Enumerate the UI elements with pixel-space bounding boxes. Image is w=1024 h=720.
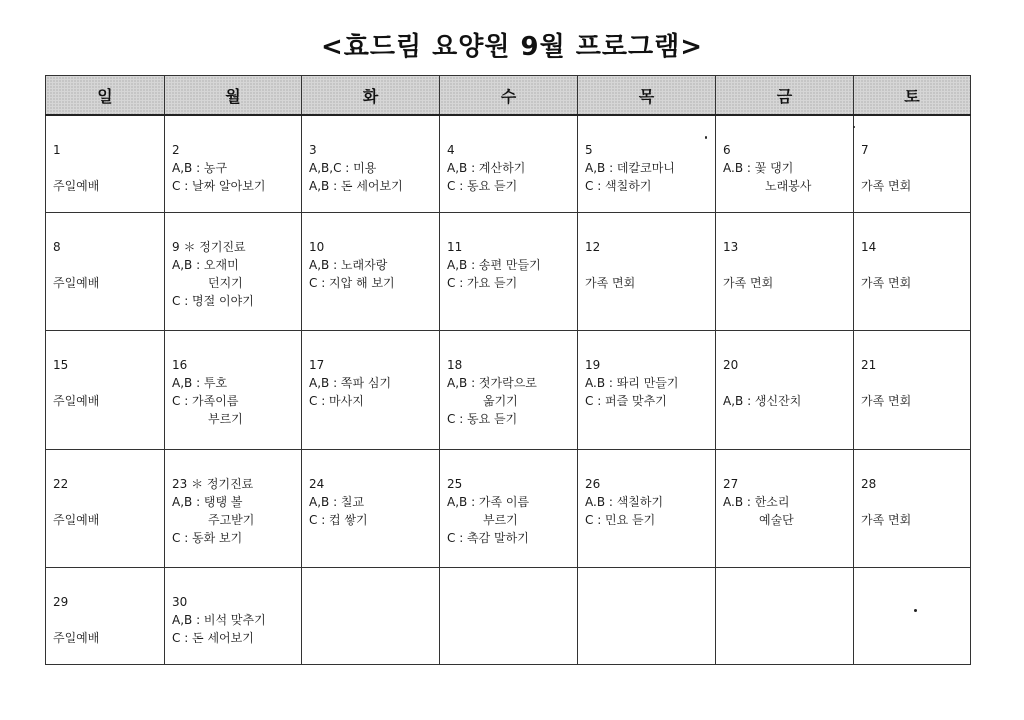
- day-number: 13: [723, 240, 739, 255]
- day-cell: [578, 213, 716, 331]
- week-row: [46, 567, 971, 664]
- day-cell: [440, 449, 578, 567]
- day-cell: [165, 449, 302, 567]
- day-number: 18: [447, 358, 463, 373]
- day-cell: [716, 331, 854, 449]
- page-title: <효드림 요양원 9월 프로그램>: [320, 32, 704, 62]
- day-cell: [46, 449, 165, 567]
- scan-speck: [914, 609, 917, 612]
- program-line: C : 가요 듣기: [447, 276, 518, 291]
- week-row: [46, 213, 971, 331]
- program-line: A,B : 쪽파 심기: [309, 376, 392, 391]
- day-cell: [578, 567, 716, 664]
- day-cell: [46, 115, 165, 213]
- weekday-header-sun: 일: [46, 76, 165, 116]
- day-cell: [716, 115, 854, 213]
- program-line: 주일예배: [53, 276, 100, 291]
- day-cell: [440, 213, 578, 331]
- weekday-header-fri: 금: [716, 76, 854, 116]
- day-number: 7: [861, 143, 869, 157]
- day-number: 24: [309, 476, 325, 491]
- program-line: C : 동요 듣기: [447, 412, 518, 427]
- day-cell: [854, 213, 971, 331]
- day-cell: [46, 213, 165, 331]
- day-cell: [716, 449, 854, 567]
- day-number: 25: [447, 476, 463, 491]
- weekday-header-row: [46, 76, 971, 116]
- day-cell: [302, 567, 440, 664]
- program-line: C : 명절 이야기: [172, 294, 254, 309]
- program-line: A,B : 탱탱 볼: [172, 494, 243, 509]
- day-cell: [854, 115, 971, 213]
- program-line: 부르기: [208, 412, 243, 427]
- day-cell: [716, 213, 854, 331]
- program-line: 주고받기: [208, 512, 255, 527]
- program-line: 주일예배: [53, 394, 100, 409]
- day-cell: [46, 331, 165, 449]
- day-number: 16: [172, 358, 188, 373]
- weekday-header-tue: 화: [302, 76, 440, 116]
- day-number: 3: [309, 143, 317, 157]
- day-number: 19: [585, 358, 601, 373]
- weekday-header-sat: 토: [854, 76, 971, 116]
- day-number: 2: [172, 143, 180, 157]
- program-line: C : 민요 듣기: [585, 512, 656, 527]
- program-line: C : 퍼즐 맞추기: [585, 394, 667, 409]
- program-line: A.B : 똬리 만들기: [585, 376, 679, 391]
- day-cell: [302, 115, 440, 213]
- day-cell: [440, 331, 578, 449]
- program-line: A,B : 송편 만들기: [447, 258, 541, 273]
- program-line: 주일예배: [53, 630, 100, 645]
- day-number: 22: [53, 476, 69, 491]
- day-cell: [716, 567, 854, 664]
- program-line: 부르기: [483, 512, 518, 527]
- program-line: A,B : 계산하기: [447, 161, 526, 175]
- program-line: 주일예배: [53, 179, 100, 193]
- day-cell: [578, 331, 716, 449]
- day-number: 20: [723, 358, 739, 373]
- day-cell: [302, 331, 440, 449]
- day-cell: [165, 213, 302, 331]
- program-line: C : 마사지: [309, 394, 364, 409]
- day-cell: [165, 115, 302, 213]
- day-number: 11: [447, 240, 463, 255]
- program-line: A,B : 농구: [172, 161, 228, 175]
- program-line: A,B : 오재미: [172, 258, 239, 273]
- program-line: 예술단: [759, 512, 794, 527]
- program-line: A,B : 젓가락으로: [447, 376, 537, 391]
- program-line: C : 컵 쌓기: [309, 512, 368, 527]
- day-cell: [440, 567, 578, 664]
- calendar-table: [45, 75, 971, 665]
- week-row: [46, 331, 971, 449]
- week-row: [46, 115, 971, 213]
- day-number: 27: [723, 476, 739, 491]
- day-number: 14: [861, 240, 877, 255]
- program-line: A,B : 돈 세어보기: [309, 179, 403, 193]
- program-line: 던지기: [208, 276, 243, 291]
- program-line: C : 돈 세어보기: [172, 630, 254, 645]
- weekday-header-mon: 월: [165, 76, 302, 116]
- day-number: 23 ＊ 정기진료: [172, 476, 254, 491]
- day-number: 30: [172, 594, 188, 609]
- day-number: 6: [723, 143, 731, 157]
- program-line: 가족 면회: [861, 276, 912, 291]
- program-line: A,B : 데칼코마니: [585, 161, 675, 175]
- program-line: 노래봉사: [765, 179, 812, 193]
- day-cell: [854, 331, 971, 449]
- program-line: C : 색칠하기: [585, 179, 652, 193]
- program-line: C : 동화 보기: [172, 530, 243, 545]
- day-number: 1: [53, 143, 61, 157]
- day-number: 9 ＊ 정기진료: [172, 240, 246, 255]
- day-number: 10: [309, 240, 325, 255]
- program-line: 가족 면회: [861, 179, 912, 193]
- program-line: C : 가족이름: [172, 394, 239, 409]
- program-line: A,B : 비석 맞추기: [172, 612, 266, 627]
- day-cell: [440, 115, 578, 213]
- day-cell: [854, 449, 971, 567]
- week-row: [46, 449, 971, 567]
- program-line: 옮기기: [483, 394, 518, 409]
- day-number: 12: [585, 240, 601, 255]
- program-line: C : 날짜 알아보기: [172, 179, 266, 193]
- day-cell: [578, 115, 716, 213]
- day-number: 29: [53, 594, 69, 609]
- program-line: A.B : 꽃 댕기: [723, 161, 794, 175]
- day-cell: [302, 213, 440, 331]
- day-number: 15: [53, 358, 69, 373]
- program-line: C : 촉감 말하기: [447, 530, 529, 545]
- day-number: 21: [861, 358, 877, 373]
- weekday-header-thu: 목: [578, 76, 716, 116]
- program-line: C : 동요 듣기: [447, 179, 518, 193]
- day-number: 4: [447, 143, 455, 157]
- day-cell: [46, 567, 165, 664]
- program-line: A,B : 생신잔치: [723, 394, 802, 409]
- day-number: 26: [585, 476, 601, 491]
- day-cell: [165, 331, 302, 449]
- program-line: A.B : 색칠하기: [585, 494, 664, 509]
- day-cell: [302, 449, 440, 567]
- day-cell: [578, 449, 716, 567]
- day-number: 5: [585, 143, 593, 157]
- scan-speck: [853, 126, 855, 128]
- weekday-header-wed: 수: [440, 76, 578, 116]
- day-cell: [165, 567, 302, 664]
- day-number: 8: [53, 240, 61, 255]
- day-number: 28: [861, 476, 877, 491]
- day-cell: [854, 567, 971, 664]
- program-line: A,B : 칠교: [309, 494, 365, 509]
- program-line: A,B,C : 미용: [309, 161, 377, 175]
- program-line: 가족 면회: [585, 276, 636, 291]
- program-line: 가족 면회: [861, 512, 912, 527]
- scan-speck: [705, 136, 707, 139]
- program-line: A,B : 가족 이름: [447, 494, 530, 509]
- program-line: 주일예배: [53, 512, 100, 527]
- program-line: A,B : 노래자랑: [309, 258, 388, 273]
- program-line: A,B : 투호: [172, 376, 228, 391]
- day-number: 17: [309, 358, 325, 373]
- program-line: 가족 면회: [723, 276, 774, 291]
- program-line: C : 지압 해 보기: [309, 276, 395, 291]
- program-line: A.B : 한소리: [723, 494, 790, 509]
- program-line: 가족 면회: [861, 394, 912, 409]
